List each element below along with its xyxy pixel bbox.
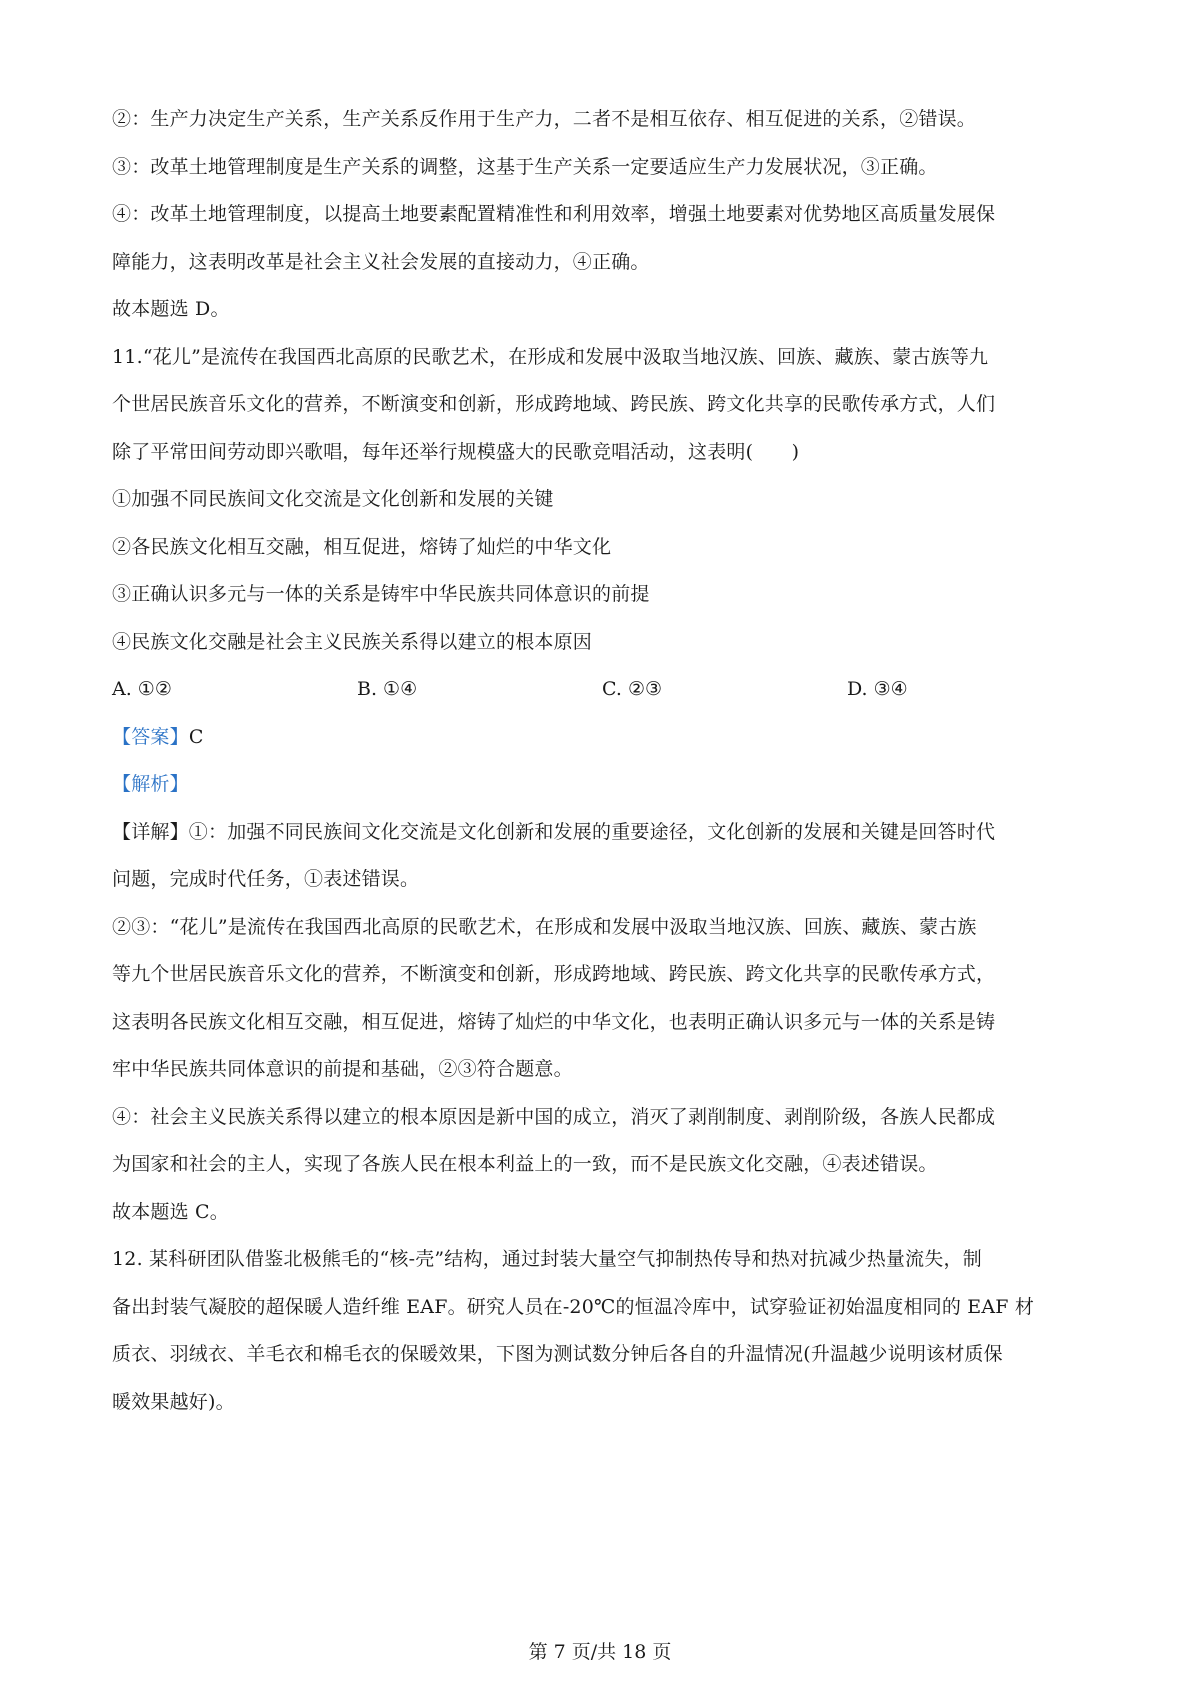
- question-stem-line: 11.“花儿”是流传在我国西北高原的民歌艺术，在形成和发展中汲取当地汉族、回族、藏族、蒙古族等九: [112, 345, 989, 368]
- explanation-line: 障能力，这表明改革是社会主义社会发展的直接动力，④正确。: [112, 250, 650, 273]
- detail-line: 等九个世居民族音乐文化的营养，不断演变和创新，形成跨地域、跨民族、跨文化共享的民歌传承方式，: [112, 963, 996, 985]
- document-body: [112, 96, 1094, 1426]
- option-d: D. ③④: [847, 678, 908, 700]
- detail-line: 这表明各民族文化相互交融，相互促进，熔铸了灿烂的中华文化，也表明正确认识多元与一体的关系是铸: [112, 1010, 996, 1033]
- answer-line: [112, 714, 1094, 762]
- conclusion-line: 故本题选 D。: [112, 298, 230, 320]
- question-stem-line: 12. 某科研团队借鉴北极熊毛的“核-壳”结构，通过封装大量空气抑制热传导和热对抗减少热量流失，制: [112, 1248, 982, 1270]
- explanation-line: ④：改革土地管理制度，以提高土地要素配置精准性和利用效率，增强土地要素对优势地区高质量发展保: [112, 203, 996, 225]
- statement-item: ②各民族文化相互交融，相互促进，熔铸了灿烂的中华文化: [112, 535, 612, 558]
- option-b: B. ①④: [357, 678, 418, 700]
- question-stem-line: 除了平常田间劳动即兴歌唱，每年还举行规模盛大的民歌竞唱活动，这表明( ): [112, 440, 800, 463]
- question-stem-line: 个世居民族音乐文化的营养，不断演变和创新，形成跨地域、跨民族、跨文化共享的民歌传承方式，人们: [112, 393, 996, 415]
- analysis-line: [112, 761, 1094, 809]
- question-stem-line: 备出封装气凝胶的超保暖人造纤维 EAF。研究人员在-20℃的恒温冷库中，试穿验证初始温度相同的 EAF 材: [112, 1295, 1035, 1318]
- explanation-line: ②：生产力决定生产关系，生产关系反作用于生产力，二者不是相互依存、相互促进的关系，②错误。: [112, 108, 977, 130]
- detail-line: 【详解】①：加强不同民族间文化交流是文化创新和发展的重要途径，文化创新的发展和关键是回答时代: [112, 820, 996, 843]
- explanation-line: ③：改革土地管理制度是生产关系的调整，这基于生产关系一定要适应生产力发展状况，③正确。: [112, 155, 938, 178]
- answer-tag: 【答案】: [112, 725, 189, 748]
- detail-line: ②③：“花儿”是流传在我国西北高原的民歌艺术，在形成和发展中汲取当地汉族、回族、藏族、蒙古族: [112, 915, 977, 938]
- question-stem-line: 质衣、羽绒衣、羊毛衣和棉毛衣的保暖效果，下图为测试数分钟后各自的升温情况(升温越少说明该材质保: [112, 1343, 1003, 1365]
- question-stem-line: 暖效果越好)。: [112, 1390, 235, 1413]
- page-footer: 第 7 页/共 18 页: [528, 1641, 672, 1663]
- detail-line: 为国家和社会的主人，实现了各族人民在根本利益上的一致，而不是民族文化交融，④表述错误。: [112, 1153, 938, 1175]
- statement-item: ③正确认识多元与一体的关系是铸牢中华民族共同体意识的前提: [112, 583, 650, 605]
- detail-line: ④：社会主义民族关系得以建立的根本原因是新中国的成立，消灭了剥削制度、剥削阶级，各族人民都成: [112, 1105, 996, 1128]
- statement-item: ①加强不同民族间文化交流是文化创新和发展的关键: [112, 488, 554, 510]
- conclusion-line: 故本题选 C。: [112, 1200, 229, 1223]
- analysis-tag: 【解析】: [112, 773, 189, 795]
- answer-value: C: [188, 725, 204, 748]
- answer-options: [112, 666, 1094, 714]
- statement-item: ④民族文化交融是社会主义民族关系得以建立的根本原因: [112, 630, 593, 653]
- option-c: C. ②③: [602, 678, 663, 700]
- option-a: A. ①②: [112, 678, 172, 700]
- detail-line: 牢中华民族共同体意识的前提和基础，②③符合题意。: [112, 1058, 573, 1080]
- detail-line: 问题，完成时代任务，①表述错误。: [112, 868, 420, 890]
